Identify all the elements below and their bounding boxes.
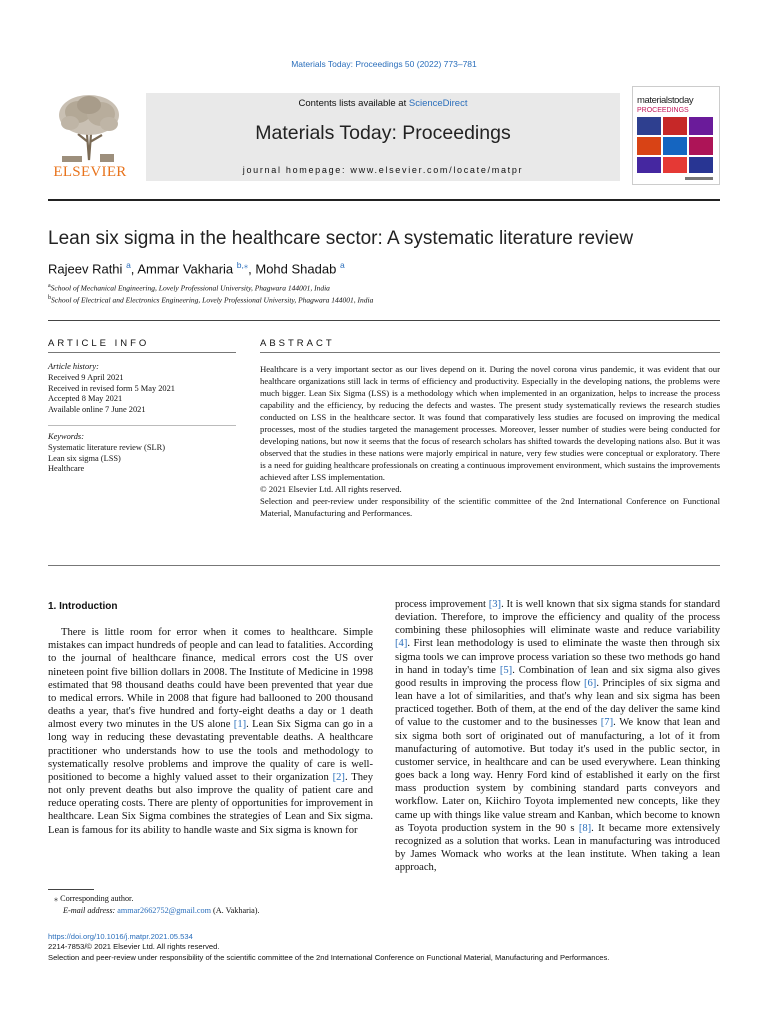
author-affiliation-mark[interactable]: b,⁎ — [236, 260, 249, 270]
author-name[interactable]: Ammar Vakharia — [137, 261, 234, 277]
abstract-text: Healthcare is a very important sector as our lives depend on it. During the novel corona virus pandemic, it was evident that our healthcare organizations still lack in terms of efficiency and productivity. Especially in the developing nations, the problems were much bigger. Lean Six Sigma (LSS) is a methodology which when implemented in an organization, helps to increase the process capability and the efficiency, by reducing the defects and wastes. The present study systematically reviews the research studies conducted on LSS in the healthcare sector. It was found that comparatively less studies are focused on improving the medical processes, most of the studies targeted the management processes. Moreover, lesser number of studies were being conducted for developing nations, but now it seems that the focus of research scholars has shifted towards the developing nations also. But it was observed that the studies in these nations were majorly empirical in nature, very few studies were conceptual or exploratory. There is a need for guiding healthcare professionals on creating a continuous improvement environment, which sustains the improvements achieved after LSS implementation. — [260, 364, 720, 482]
intro-left-column — [48, 600, 373, 837]
header-rule — [48, 199, 720, 201]
author-affiliation-mark[interactable]: a — [339, 260, 345, 270]
journal-cover-thumbnail — [632, 86, 720, 185]
sciencedirect-link[interactable]: ScienceDirect — [408, 98, 468, 109]
keyword-item: Healthcare — [48, 464, 85, 474]
citation-link[interactable]: [5] — [499, 664, 513, 676]
history-item: Received 9 April 2021 — [48, 372, 124, 382]
author-name[interactable]: Mohd Shadab — [255, 261, 337, 277]
affiliation-text: School of Electrical and Electronics Engineering, Lovely Professional University, Phagwara 144001, India — [51, 295, 374, 305]
article-info-rule — [48, 352, 236, 353]
author-separator: , — [248, 261, 256, 277]
author-list — [48, 260, 345, 276]
elsevier-wordmark: ELSEVIER — [53, 164, 127, 180]
history-item: Accepted 8 May 2021 — [48, 394, 123, 404]
citation-link[interactable]: [8] — [578, 822, 592, 834]
citation-link[interactable]: [4] — [395, 638, 408, 650]
email-link[interactable]: ammar2662752@gmail.com — [117, 906, 211, 915]
keyword-item: Lean six sigma (LSS) — [48, 453, 121, 463]
affiliation-text: School of Mechanical Engineering, Lovely Professional University, Phagwara 144001, India — [50, 283, 330, 293]
article-title: Lean six sigma in the healthcare sector: A systematic literature review — [48, 228, 634, 249]
journal-header — [146, 93, 620, 181]
history-label: Article history: — [48, 362, 99, 371]
paragraph-text: There is little room for error when it comes to healthcare. Simple mistakes can impact hundreds of people and can lead to fatalities. According to the journal of healthcare finance, medical errors cost the US over nineteen point five billion dollars in 2008. The Institute of Medicine in 1998 estimated that 98 thousand deaths could have been prevented that year due to medical errors. While in 2008 that figure had ballooned to 200 thousand deaths a year, that's five hundred and forty-eight deaths a day or 1 death almost every two minutes in the US alone — [48, 627, 373, 731]
paragraph-text: . Combination of lean and six sigma also gives good results in improving the process flow — [395, 664, 720, 689]
doi-link[interactable]: https://doi.org/10.1016/j.matpr.2021.05.534 — [48, 932, 193, 941]
keywords — [48, 432, 236, 475]
intro-paragraph-right — [395, 598, 720, 874]
citation-link[interactable]: [6] — [583, 677, 597, 689]
citation-link[interactable]: [3] — [488, 599, 502, 610]
author-separator: , — [130, 261, 138, 277]
abstract-copyright: © 2021 Elsevier Ltd. All rights reserved. — [260, 484, 402, 494]
citation-link[interactable]: [1] — [233, 719, 247, 731]
paragraph-text: . They not only prevent deaths but also improve the quality of patient care and reduce operating costs. There are plenty of opportunities for improvement in healthcare. Lean Six Sigma combines the strategies of Lean and Six sigma. Lean is famous for its ability to handle waste and Six sigma is known for — [48, 771, 374, 836]
page-footer — [48, 932, 738, 963]
keyword-item: Systematic literature review (SLR) — [48, 442, 165, 452]
paragraph-text: . We know that lean and six sigma both sort of originated out of manufacturing, a lot of it from manufacturing of automotive. But today it's used in the public sector, in customer service, in healthcare and can be used everywhere. Lean thinking goes back a long way. Henry Ford kind of established it early on the first mass production system by combining standard parts conveyors and workflow. Later on, Kiichiro Toyota implemented new concepts, like they came up with things like value stream and Kanban, which become to known as Toyota production system in the 90 s — [395, 717, 721, 834]
email-suffix: (A. Vakharia). — [213, 906, 260, 915]
abstract-end-rule — [48, 565, 720, 566]
cover-subtitle: PROCEEDINGS — [637, 107, 689, 114]
journal-homepage[interactable]: journal homepage: www.elsevier.com/locate/matpr — [242, 165, 524, 175]
elsevier-logo — [48, 90, 130, 180]
cover-pattern-icon — [633, 87, 719, 184]
abstract-heading: ABSTRACT — [260, 338, 335, 349]
contents-prefix: Contents lists available at — [298, 98, 407, 109]
footnote-rule — [48, 889, 94, 890]
paragraph-text: . Lean Six Sigma can go in a long way in reducing these devastating preventable deaths. A healthcare practitioner who understands how to use the tools and methodology to systematically resolve problems and improve the quality of care is well-positioned to become a highly valued asset to their organization — [48, 719, 373, 783]
email-label: E-mail address: — [63, 906, 116, 915]
author-name[interactable]: Rajeev Rathi — [48, 261, 123, 277]
journal-title: Materials Today: Proceedings — [255, 122, 511, 144]
paragraph-text: . It became more extensively recognized as a solution that works. Lean in manufacturing was introduced by James Womack who works at the lean institute. When taking a lean approach, — [395, 822, 720, 874]
author-affiliation-mark[interactable]: a — [126, 260, 131, 270]
paragraph-text: . It is well known that six sigma stands for standard deviation. Therefore, to improve the efficiency and quality of the process combining these philosophies will eliminate waste and reduce variability — [395, 599, 720, 637]
issn-line: 2214-7853/© 2021 Elsevier Ltd. All rights reserved. — [48, 942, 220, 952]
article-info-heading: ARTICLE INFO — [48, 338, 150, 349]
email-line — [48, 905, 260, 917]
footer-selection: Selection and peer-review under responsibility of the scientific committee of the 2nd International Conference on Functional Material, Manufacturing and Performances. — [48, 952, 610, 962]
history-item: Received in revised form 5 May 2021 — [48, 383, 175, 393]
footnote — [48, 893, 260, 917]
footnote-mark: ⁎ — [54, 894, 59, 903]
title-rule — [48, 320, 720, 321]
paragraph-text: . First lean methodology is used to eliminate the waste then through six sigma tools we can improve process variation so these two methods go hand in hand in today's time — [395, 638, 720, 676]
abstract-body — [260, 363, 720, 519]
paragraph-text: . Principles of six sigma and lean have a lot of similarities, and that's why lean and six sigma has been practiced together. Both of them, at the end of the day deliver the same kind of value to the customer and to the businesses — [395, 677, 720, 729]
keywords-rule — [48, 425, 236, 426]
citation-link[interactable]: [7] — [600, 717, 614, 729]
paragraph-text: process improvement — [395, 599, 489, 610]
corresponding-label: Corresponding author. — [60, 894, 134, 903]
section-heading: 1. Introduction — [48, 601, 118, 612]
affiliation-mark: b — [48, 295, 51, 301]
keywords-label: Keywords: — [48, 432, 84, 441]
affiliation — [48, 295, 373, 305]
affiliation-mark: a — [48, 283, 51, 289]
affiliation — [48, 283, 330, 293]
article-history — [48, 362, 236, 416]
intro-paragraph-left — [48, 626, 373, 837]
history-item: Available online 7 June 2021 — [48, 405, 146, 415]
abstract-selection: Selection and peer-review under responsibility of the scientific committee of the 2nd International Conference on Functional Material, Manufacturing and Performances. — [260, 496, 720, 518]
contents-line — [146, 98, 620, 109]
cover-title: materialstoday — [637, 95, 694, 106]
journal-reference[interactable]: Materials Today: Proceedings 50 (2022) 773–781 — [291, 59, 477, 69]
corresponding-note — [48, 893, 260, 905]
abstract-rule — [260, 352, 720, 353]
citation-link[interactable]: [2] — [332, 771, 345, 783]
intro-right-column — [395, 598, 720, 874]
